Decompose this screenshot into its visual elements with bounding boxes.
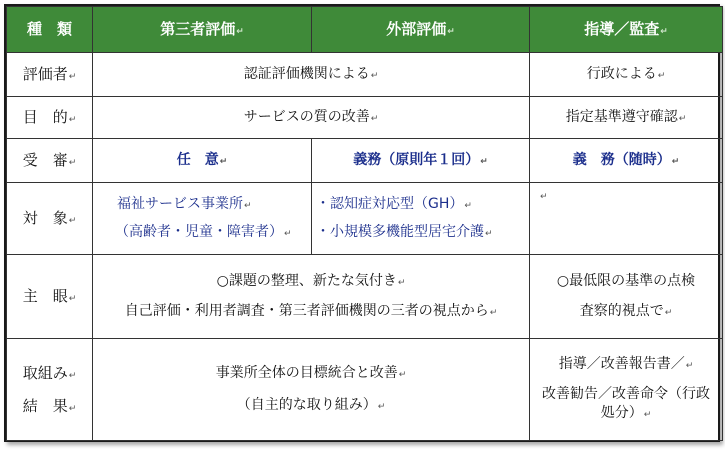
- return-mark: ↵: [660, 27, 668, 37]
- return-mark: ↵: [671, 156, 680, 167]
- requirement-third-party: 任 意↵: [93, 139, 312, 183]
- evaluator-inspection: 行政による↵: [530, 53, 723, 97]
- header-third-party: 第三者評価↵: [93, 7, 312, 53]
- target-third-party: 福祉サービス事業所↵ （高齢者・児童・障害者）↵: [93, 183, 312, 255]
- result-inspection: 指導／改善報告書／↵ 改善勧告／改善命令（行政処分）↵: [530, 339, 723, 441]
- return-mark: ↵: [657, 70, 666, 81]
- evaluator-combined: 認証評価機関による↵: [93, 53, 530, 97]
- evaluation-comparison-table: [6, 6, 723, 441]
- return-mark: ↵: [284, 228, 292, 239]
- label-evaluator: 評価者↵: [7, 53, 93, 97]
- return-mark: ↵: [244, 200, 252, 211]
- label-target: 対 象↵: [7, 183, 93, 255]
- return-mark: ↵: [678, 113, 687, 124]
- row-evaluator: [7, 53, 723, 97]
- return-mark: ↵: [68, 72, 77, 82]
- return-mark: ↵: [685, 361, 694, 372]
- row-focus: [7, 255, 723, 339]
- row-purpose: [7, 97, 723, 139]
- return-mark: ↵: [643, 410, 652, 421]
- header-category: 種 類: [7, 7, 93, 53]
- focus-combined: ○課題の整理、新たな気付き↵ 自己評価・利用者調査・第三者評価機関の三者の視点から↵: [93, 255, 530, 339]
- return-mark: ↵: [377, 401, 386, 412]
- return-mark: ↵: [370, 113, 379, 124]
- label-purpose: 目 的↵: [7, 97, 93, 139]
- purpose-inspection: 指定基準遵守確認↵: [530, 97, 723, 139]
- row-target: [7, 183, 723, 255]
- target-inspection: [530, 183, 723, 255]
- return-mark: ↵: [68, 158, 77, 168]
- purpose-combined: サービスの質の改善↵: [93, 97, 530, 139]
- row-result: [7, 339, 723, 441]
- return-mark: ↵: [398, 369, 407, 380]
- comparison-table-frame: [4, 4, 720, 442]
- return-mark: ↵: [540, 192, 548, 202]
- row-requirement: [7, 139, 723, 183]
- return-mark: ↵: [219, 156, 228, 167]
- return-mark: ↵: [68, 115, 77, 125]
- return-mark: ↵: [464, 200, 472, 211]
- return-mark: ↵: [480, 156, 488, 167]
- return-mark: ↵: [236, 27, 244, 37]
- label-requirement: 受 審↵: [7, 139, 93, 183]
- label-focus: 主 眼↵: [7, 255, 93, 339]
- requirement-inspection: 義 務（随時）↵: [530, 139, 723, 183]
- return-mark: ↵: [485, 228, 493, 239]
- return-mark: ↵: [68, 403, 77, 414]
- requirement-external: 義務（原則年１回）↵: [312, 139, 530, 183]
- return-mark: ↵: [397, 277, 406, 288]
- return-mark: ↵: [68, 370, 77, 381]
- return-mark: ↵: [370, 70, 379, 81]
- header-row: [7, 7, 723, 53]
- header-external: 外部評価↵: [312, 7, 530, 53]
- target-external: ・認知症対応型（GH）↵ ・小規模多機能型居宅介護↵: [312, 183, 530, 255]
- result-combined: 事業所全体の目標統合と改善↵ （自主的な取り組み）↵: [93, 339, 530, 441]
- header-inspection: 指導／監査↵: [530, 7, 723, 53]
- label-result: 取組み↵ 結 果↵: [7, 339, 93, 441]
- focus-inspection: ○最低限の基準の点検 査察的視点で↵: [530, 255, 723, 339]
- return-mark: ↵: [68, 216, 77, 226]
- return-mark: ↵: [489, 307, 498, 318]
- return-mark: ↵: [447, 27, 455, 37]
- return-mark: ↵: [68, 294, 77, 304]
- return-mark: ↵: [664, 307, 673, 318]
